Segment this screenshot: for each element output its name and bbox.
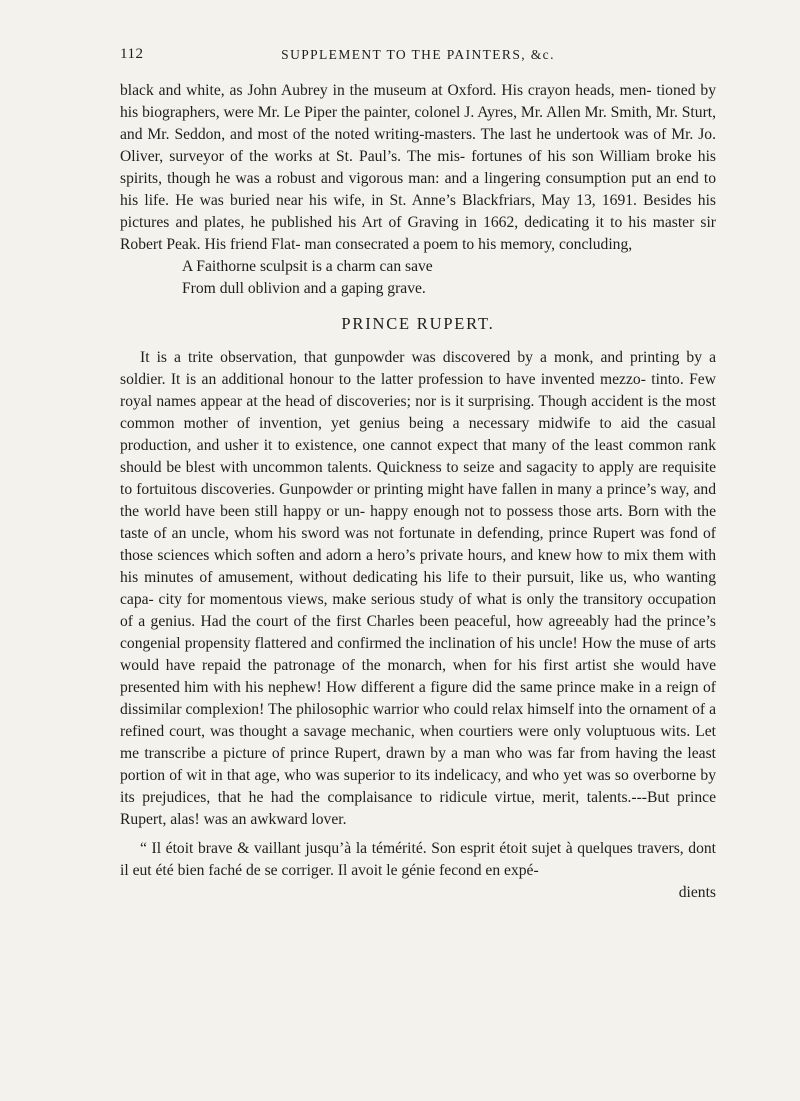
- french-quote: “ Il étoit brave & vaillant jusqu’à la témérité. Son esprit étoit sujet à quelques travers, dont il eut été bien faché de se corriger. Il avoit le génie fecond en expé-: [120, 840, 716, 879]
- paragraph-prince-rupert: It is a trite observation, that gunpowder was discovered by a monk, and printing by a soldier. It is an additional honour to the latter profession to have invented mezzo- tinto. Few royal names appear at the head of discoveries; nor is it surprising. Though accident is the most common mother of invention, yet genius being a necessary midwife to aid the casual production, and usher it to existence, one cannot expect that many of the least common rank should be blest with uncommon talents. Quickness to seize and sagacity to apply are requisite to fortuitous discoveries. Gunpowder or printing might have fallen in many a prince’s way, and the world have been still happy or un- happy enough not to possess those arts. Born with the taste of an uncle, whom his sword was not fortunate in defending, prince Rupert was fond of those sciences which soften and adorn a hero’s private hours, and knew how to mix them with his minutes of amusement, without dedicating his life to their pursuit, like us, who wanting capa- city for momentous views, make serious study of what is only the transitory occupation of a genius. Had the court of the first Charles been peaceful, how agreeably had the prince’s congenial propensity flattered and confirmed the inclination of his uncle! How the muse of arts would have repaid the patronage of the monarch, when for his first artist she would have presented him with his nephew! How different a figure did the same prince make in a reign of dissimilar complexion! The philosophic warrior who could relax himself into the ornament of a refined court, was thought a savage mechanic, when courtiers were only voluptuous wits. Let me transcribe a picture of prince Rupert, drawn by a man who was far from having the least portion of wit in that age, who was superior to its indelicacy, and who yet was so overborne by its prejudices, that he had the complaisance to ridicule virtue, merit, talents.---But prince Rupert, alas! was an awkward lover.: [120, 349, 716, 828]
- paragraph-faithorne: black and white, as John Aubrey in the museum at Oxford. His crayon heads, men- tioned by his biographers, were Mr. Le Piper the painter, colonel J. Ayres, Mr. Allen Mr. Smith, Mr. Sturt, and Mr. Seddon, and most of the noted writing-masters. The last he undertook was of Mr. Jo. Oliver, surveyor of the works at St. Paul’s. The mis- fortunes of his son William broke his spirits, though he was a robust and vigorous man: and a lingering consumption put an end to his life. He was buried near his wife, in St. Anne’s Blackfriars, May 13, 1691. Besides his pictures and plates, he published his Art of Graving in 1662, dedicating it to his master sir Robert Peak. His friend Flat- man consecrated a poem to his memory, concluding,: [120, 82, 716, 253]
- running-head: SUPPLEMENT TO THE PAINTERS, &c.: [281, 47, 555, 62]
- verse-line: A Faithorne sculpsit is a charm can save: [182, 258, 433, 275]
- verse-couplet: [182, 256, 716, 300]
- page-number: 112: [120, 46, 144, 62]
- section-title: PRINCE RUPERT.: [341, 314, 495, 333]
- verse-line: From dull oblivion and a gaping grave.: [182, 280, 426, 297]
- catchword: dients: [678, 884, 716, 901]
- page-header: [120, 46, 716, 68]
- book-page: [120, 46, 716, 904]
